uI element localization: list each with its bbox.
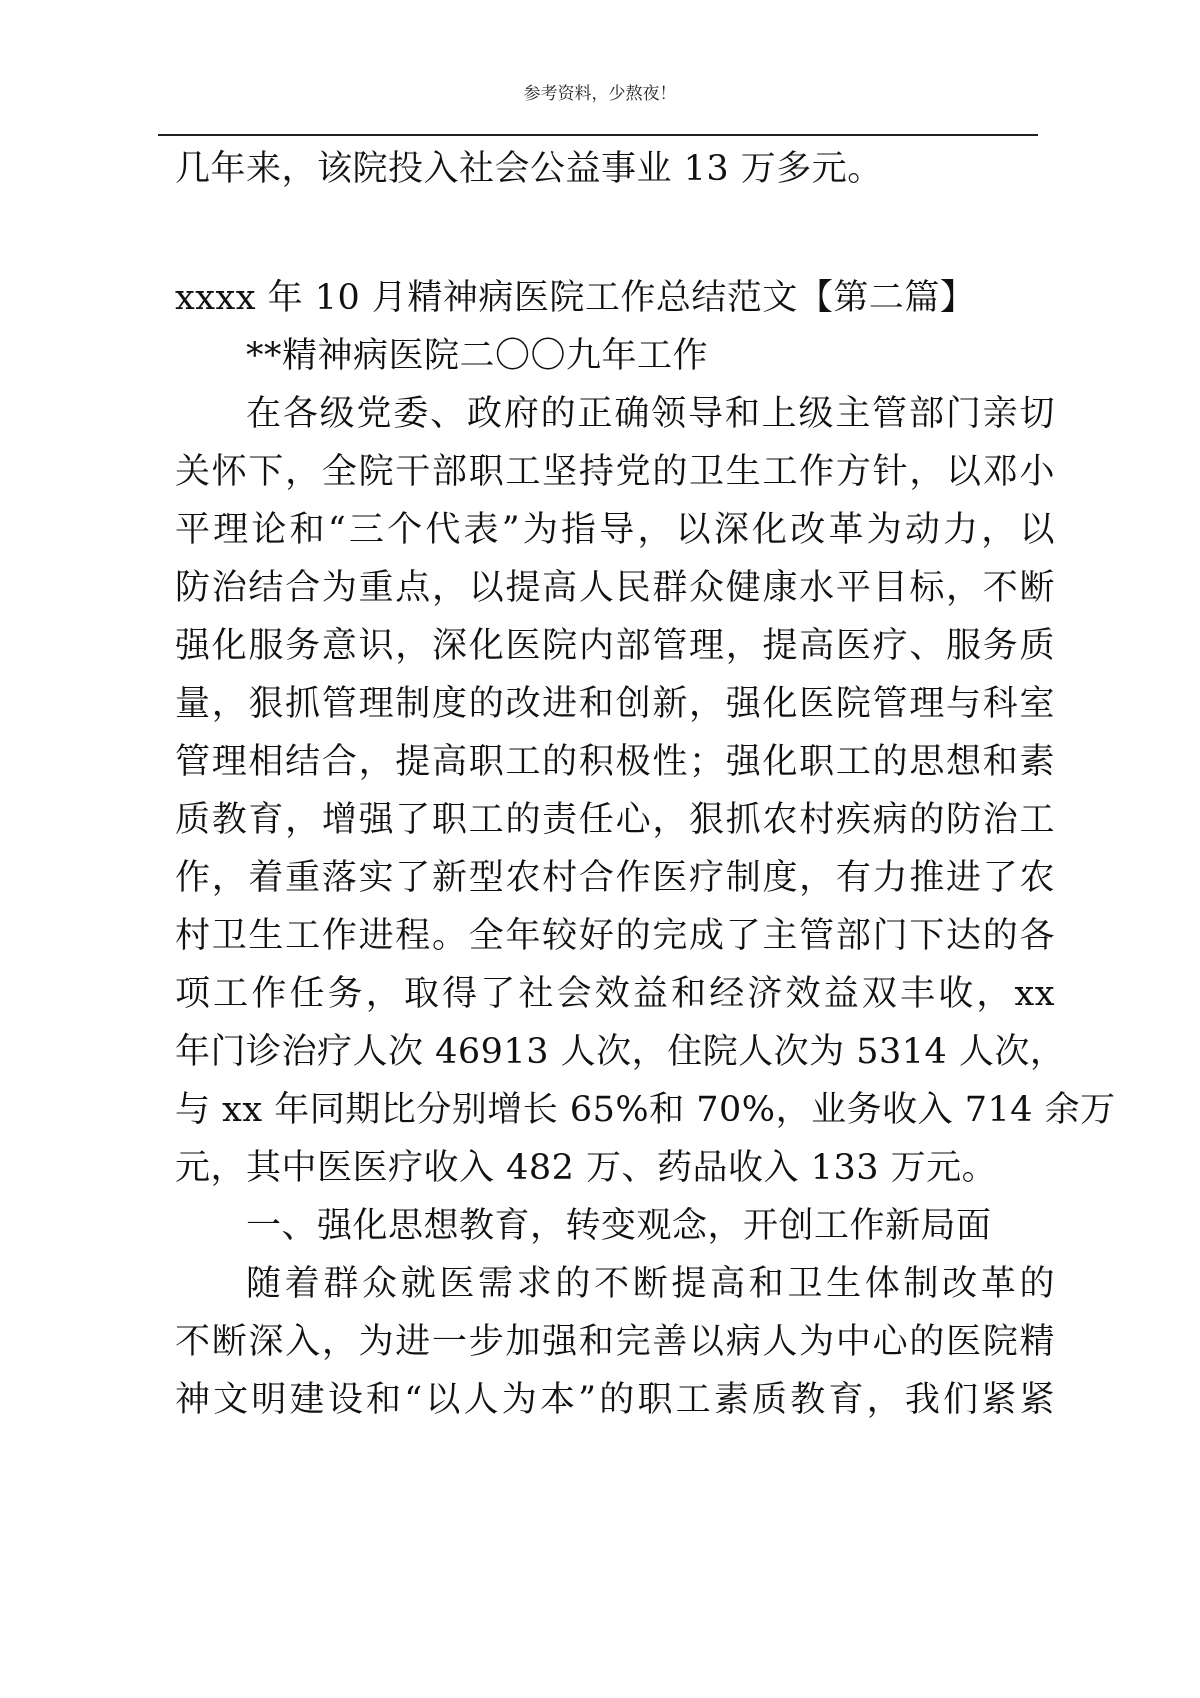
paragraph-2	[175, 1255, 1055, 1429]
paragraph-line: 不断深入，为进一步加强和完善以病人为中心的医院精	[175, 1322, 1055, 1362]
paragraph-line: 量，狠抓管理制度的改进和创新，强化医院管理与科室	[175, 684, 1055, 724]
paragraph-line: 在各级党委、政府的正确领导和上级主管部门亲切	[246, 394, 1055, 434]
paragraph-line: 防治结合为重点，以提高人民群众健康水平目标，不断	[175, 568, 1055, 608]
paragraph-gap	[175, 198, 1055, 269]
paragraph-line: 关怀下，全院干部职工坚持党的卫生工作方针，以邓小	[175, 452, 1055, 492]
paragraph-line: 随着群众就医需求的不断提高和卫生体制改革的	[246, 1264, 1055, 1304]
paragraph-line: 元，其中医医疗收入 482 万、药品收入 133 万元。	[175, 1148, 998, 1188]
paragraph-line: 项工作任务，取得了社会效益和经济效益双丰收，xx	[175, 974, 1055, 1014]
paragraph-line: 质教育，增强了职工的责任心，狠抓农村疾病的防治工	[175, 800, 1055, 840]
page-header: 参考资料，少熬夜！	[523, 84, 677, 104]
paragraph-1	[175, 385, 1116, 1197]
paragraph-line: 强化服务意识，深化医院内部管理，提高医疗、服务质	[175, 626, 1055, 666]
document-body	[175, 140, 1116, 1429]
paragraph-line: 村卫生工作进程。全年较好的完成了主管部门下达的各	[175, 916, 1055, 956]
paragraph-line: 平理论和“三个代表”为指导，以深化改革为动力，以	[175, 510, 1055, 550]
header-divider	[158, 134, 1038, 136]
article-subtitle: **精神病医院二〇〇九年工作	[246, 336, 709, 376]
paragraph-line: 作，着重落实了新型农村合作医疗制度，有力推进了农	[175, 858, 1055, 898]
paragraph-line: 神文明建设和“以人为本”的职工素质教育，我们紧紧	[175, 1380, 1055, 1420]
intro-line: 几年来，该院投入社会公益事业 13 万多元。	[175, 149, 883, 189]
paragraph-line: 与 xx 年同期比分别增长 65%和 70%，业务收入 714 余万	[175, 1090, 1116, 1130]
section-heading: 一、强化思想教育，转变观念，开创工作新局面	[246, 1206, 992, 1246]
article-title: xxxx 年 10 月精神病医院工作总结范文【第二篇】	[175, 278, 976, 318]
paragraph-line: 管理相结合，提高职工的积极性；强化职工的思想和素	[175, 742, 1055, 782]
paragraph-line: 年门诊治疗人次 46913 人次，住院人次为 5314 人次，	[175, 1032, 1066, 1072]
